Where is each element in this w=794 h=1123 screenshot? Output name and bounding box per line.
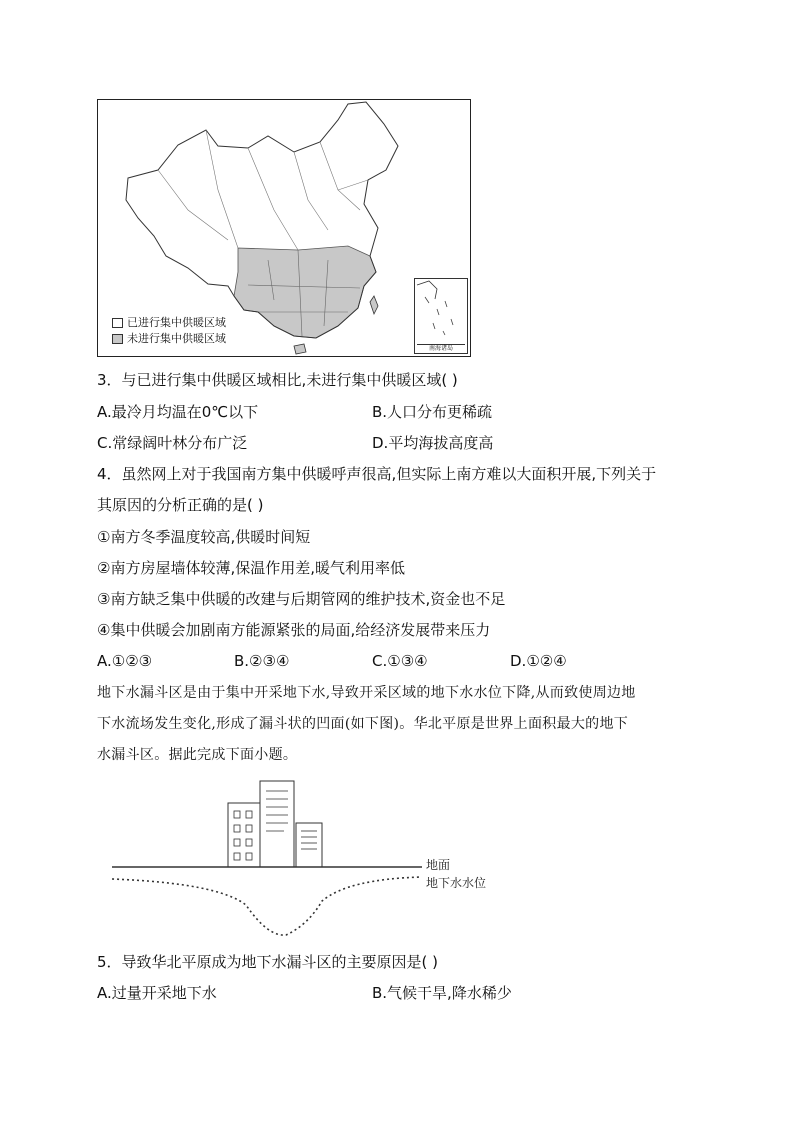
passage-line-3: 水漏斗区。据此完成下面小题。 — [97, 747, 298, 763]
q5-option-a[interactable]: A.过量开采地下水 — [97, 984, 217, 1002]
q4-statement-4: ④集中供暖会加剧南方能源紧张的局面,给经济发展带来压力 — [97, 621, 491, 639]
legend-label-unheated: 未进行集中供暖区域 — [127, 332, 226, 345]
q3-option-b[interactable]: B.人口分布更稀疏 — [372, 403, 493, 421]
inset-islands — [415, 279, 465, 343]
legend-swatch-heated — [112, 318, 123, 328]
q4-option-c[interactable]: C.①③④ — [372, 652, 428, 670]
legend-label-heated: 已进行集中供暖区域 — [127, 316, 226, 329]
question-3-stem: 3．与已进行集中供暖区域相比,未进行集中供暖区域( ) — [97, 371, 458, 389]
legend-item-unheated — [112, 332, 226, 346]
passage-line-1: 地下水漏斗区是由于集中开采地下水,导致开采区域的地下水水位下降,从而致使周边地 — [97, 685, 636, 701]
water-table-line — [112, 877, 422, 935]
inset-label: 南海诸岛 — [417, 344, 465, 352]
q3-option-a[interactable]: A.最冷月均温在0℃以下 — [97, 403, 259, 421]
q5-option-b[interactable]: B.气候干旱,降水稀少 — [372, 984, 512, 1002]
building-middle — [260, 781, 294, 867]
water-table-label: 地下水水位 — [426, 876, 487, 890]
building-right — [296, 823, 322, 867]
china-heating-map — [97, 99, 471, 357]
ground-label: 地面 — [426, 858, 451, 872]
q4-option-b[interactable]: B.②③④ — [234, 652, 290, 670]
q4-option-a[interactable]: A.①②③ — [97, 652, 153, 670]
q4-statement-1: ①南方冬季温度较高,供暖时间短 — [97, 528, 311, 546]
legend-swatch-unheated — [112, 334, 123, 344]
legend-item-heated — [112, 316, 226, 330]
unheated-region — [234, 246, 376, 338]
q4-statement-3: ③南方缺乏集中供暖的改建与后期管网的维护技术,资金也不足 — [97, 590, 506, 608]
question-4-stem-line2: 其原因的分析正确的是( ) — [97, 496, 264, 514]
funnel-diagram — [108, 775, 428, 945]
q4-option-d[interactable]: D.①②④ — [510, 652, 567, 670]
q3-option-c[interactable]: C.常绿阔叶林分布广泛 — [97, 434, 248, 452]
south-china-sea-inset — [414, 278, 468, 354]
q3-option-d[interactable]: D.平均海拔高度高 — [372, 434, 494, 452]
building-left — [228, 803, 260, 867]
passage-line-2: 下水流场发生变化,形成了漏斗状的凹面(如下图)。华北平原是世界上面积最大的地下 — [97, 716, 629, 732]
groundwater-funnel-figure — [108, 775, 508, 945]
question-5-stem: 5．导致华北平原成为地下水漏斗区的主要原因是( ) — [97, 953, 439, 971]
q4-statement-2: ②南方房屋墙体较薄,保温作用差,暖气利用率低 — [97, 559, 405, 577]
question-4-stem-line1: 4．虽然网上对于我国南方集中供暖呼声很高,但实际上南方难以大面积开展,下列关于 — [97, 465, 657, 483]
